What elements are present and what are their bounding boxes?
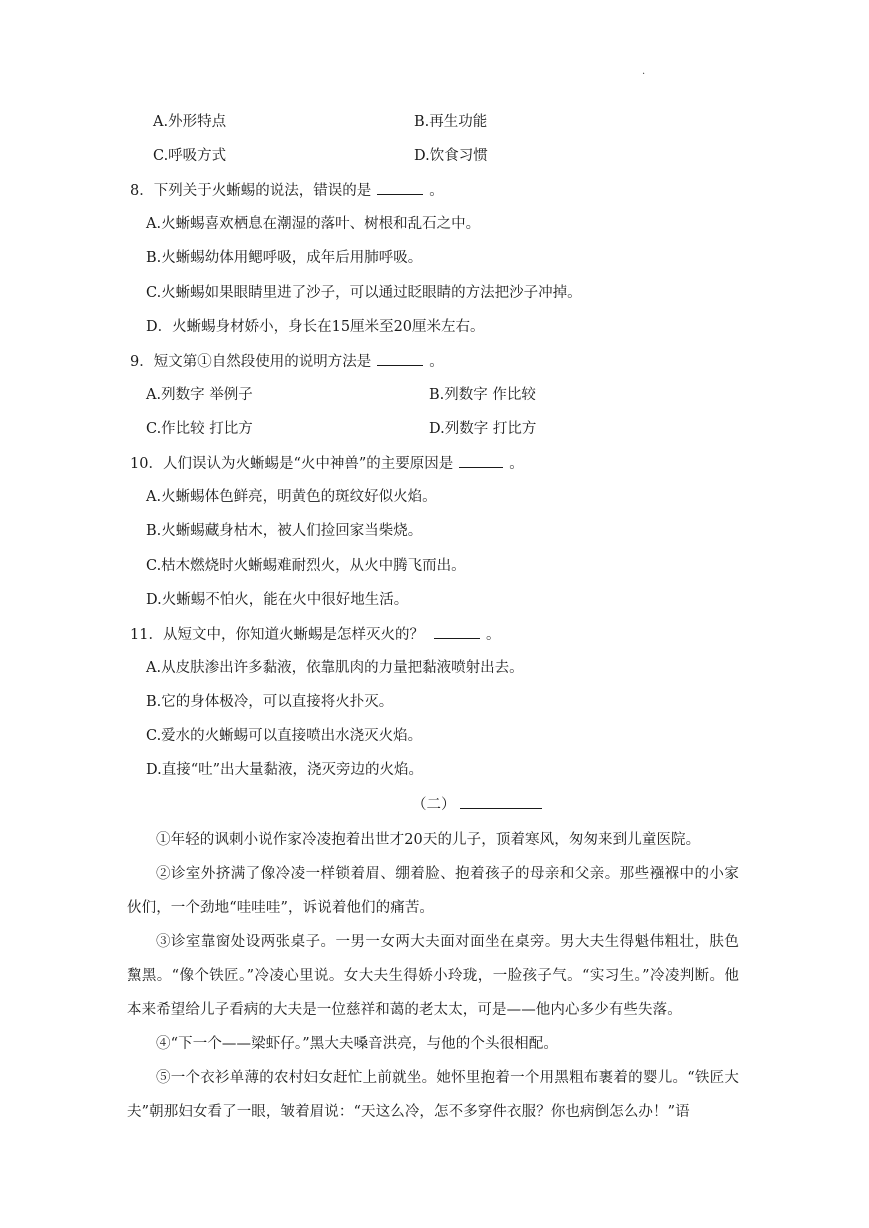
q8-answer-blank[interactable] [377, 180, 423, 195]
q9-stem-end: 。 [429, 354, 444, 370]
q11-stem [130, 624, 500, 645]
q11-answer-blank[interactable] [434, 624, 480, 639]
q8-option-d: D．火蜥蜴身材娇小，身长在15厘米至20厘米左右。 [146, 319, 485, 335]
q9-answer-blank[interactable] [377, 351, 423, 366]
passage-paragraph-5: ⑤一个衣衫单薄的农村妇女赶忙上前就坐。她怀里抱着一个用黑粗布裹着的婴儿。“铁匠大夫”朝那妇女看了一眼，皱着眉说：“天这么冷，怎不多穿件衣服？你也病倒怎么办！”语 [127, 1070, 739, 1120]
q10-answer-blank[interactable] [459, 453, 503, 468]
q8-option-b: B.火蜥蜴幼体用鳃呼吸，成年后用肺呼吸。 [146, 250, 423, 266]
q9-option-a: A.列数字 举例子 [146, 387, 253, 403]
q10-option-c: C.枯木燃烧时火蜥蜴难耐烈火，从火中腾飞而出。 [146, 558, 466, 574]
q11-option-c: C.爱水的火蜥蜴可以直接喷出水浇灭火焰。 [146, 728, 423, 744]
q11-stem-end: 。 [485, 627, 501, 643]
q9-option-b: B.列数字 作比较 [429, 387, 536, 403]
q9-stem [130, 351, 444, 372]
q11-option-b: B.它的身体极冷，可以直接将火扑灭。 [146, 694, 394, 710]
q8-stem [130, 180, 444, 201]
q11-option-d: D.直接“吐”出大量黏液，浇灭旁边的火焰。 [146, 762, 424, 778]
q10-stem [130, 453, 524, 474]
passage-paragraph-1: ①年轻的讽刺小说作家冷凌抱着出世才20天的儿子，顶着寒风，匆匆来到儿童医院。 [156, 832, 701, 848]
q9-stem-text: 9．短文第①自然段使用的说明方法是 [130, 354, 372, 370]
q11-option-a: A.从皮肤渗出许多黏液，依靠肌肉的力量把黏液喷射出去。 [146, 660, 524, 676]
passage-paragraph-2: ②诊室外挤满了像冷凌一样锁着眉、绷着脸、抱着孩子的母亲和父亲。那些襁褓中的小家伙们，一个劲地“哇哇哇”，诉说着他们的痛苦。 [127, 866, 739, 916]
q8-stem-end: 。 [429, 183, 444, 199]
section-heading [412, 794, 548, 815]
q7-option-d: D.饮食习惯 [414, 148, 488, 164]
q10-option-b: B.火蜥蜴藏身枯木，被人们捡回家当柴烧。 [146, 523, 423, 539]
q10-option-d: D.火蜥蜴不怕火，能在火中很好地生活。 [146, 592, 409, 608]
q8-stem-text: 8．下列关于火蜥蜴的说法，错误的是 [130, 183, 372, 199]
q7-option-a: A.外形特点 [153, 114, 227, 130]
q10-stem-text: 10．人们误认为火蜥蜴是“火中神兽”的主要原因是 [130, 456, 454, 472]
q9-option-d: D.列数字 打比方 [429, 421, 537, 437]
section-label: （二） [412, 797, 456, 813]
q10-stem-end: 。 [509, 456, 524, 472]
passage-paragraph-4: ④“下一个——梁虾仔。”黑大夫嗓音洪亮，与他的个头很相配。 [156, 1036, 558, 1052]
q7-option-c: C.呼吸方式 [153, 148, 227, 164]
q8-option-a: A.火蜥蜴喜欢栖息在潮湿的落叶、树根和乱石之中。 [146, 216, 481, 232]
section-title-blank[interactable] [460, 794, 542, 809]
passage-paragraph-3: ③诊室靠窗处设两张桌子。一男一女两大夫面对面坐在桌旁。男大夫生得魁伟粗壮，肤色黧黑。“像个铁匠。”冷凌心里说。女大夫生得娇小玲珑，一脸孩子气。“实习生。”冷凌判断。他本来希望给儿子看病的大夫是一位慈祥和蔼的老太太，可是——他内心多少有些失落。 [127, 934, 739, 1018]
q10-option-a: A.火蜥蜴体色鲜亮，明黄色的斑纹好似火焰。 [146, 489, 437, 505]
header-mark: . [642, 66, 646, 77]
q11-stem-text: 11．从短文中，你知道火蜥蜴是怎样灭火的？ [130, 627, 424, 643]
q9-option-c: C.作比较 打比方 [146, 421, 253, 437]
q7-option-b: B.再生功能 [414, 114, 488, 130]
q8-option-c: C.火蜥蜴如果眼睛里进了沙子，可以通过眨眼睛的方法把沙子冲掉。 [146, 285, 582, 301]
